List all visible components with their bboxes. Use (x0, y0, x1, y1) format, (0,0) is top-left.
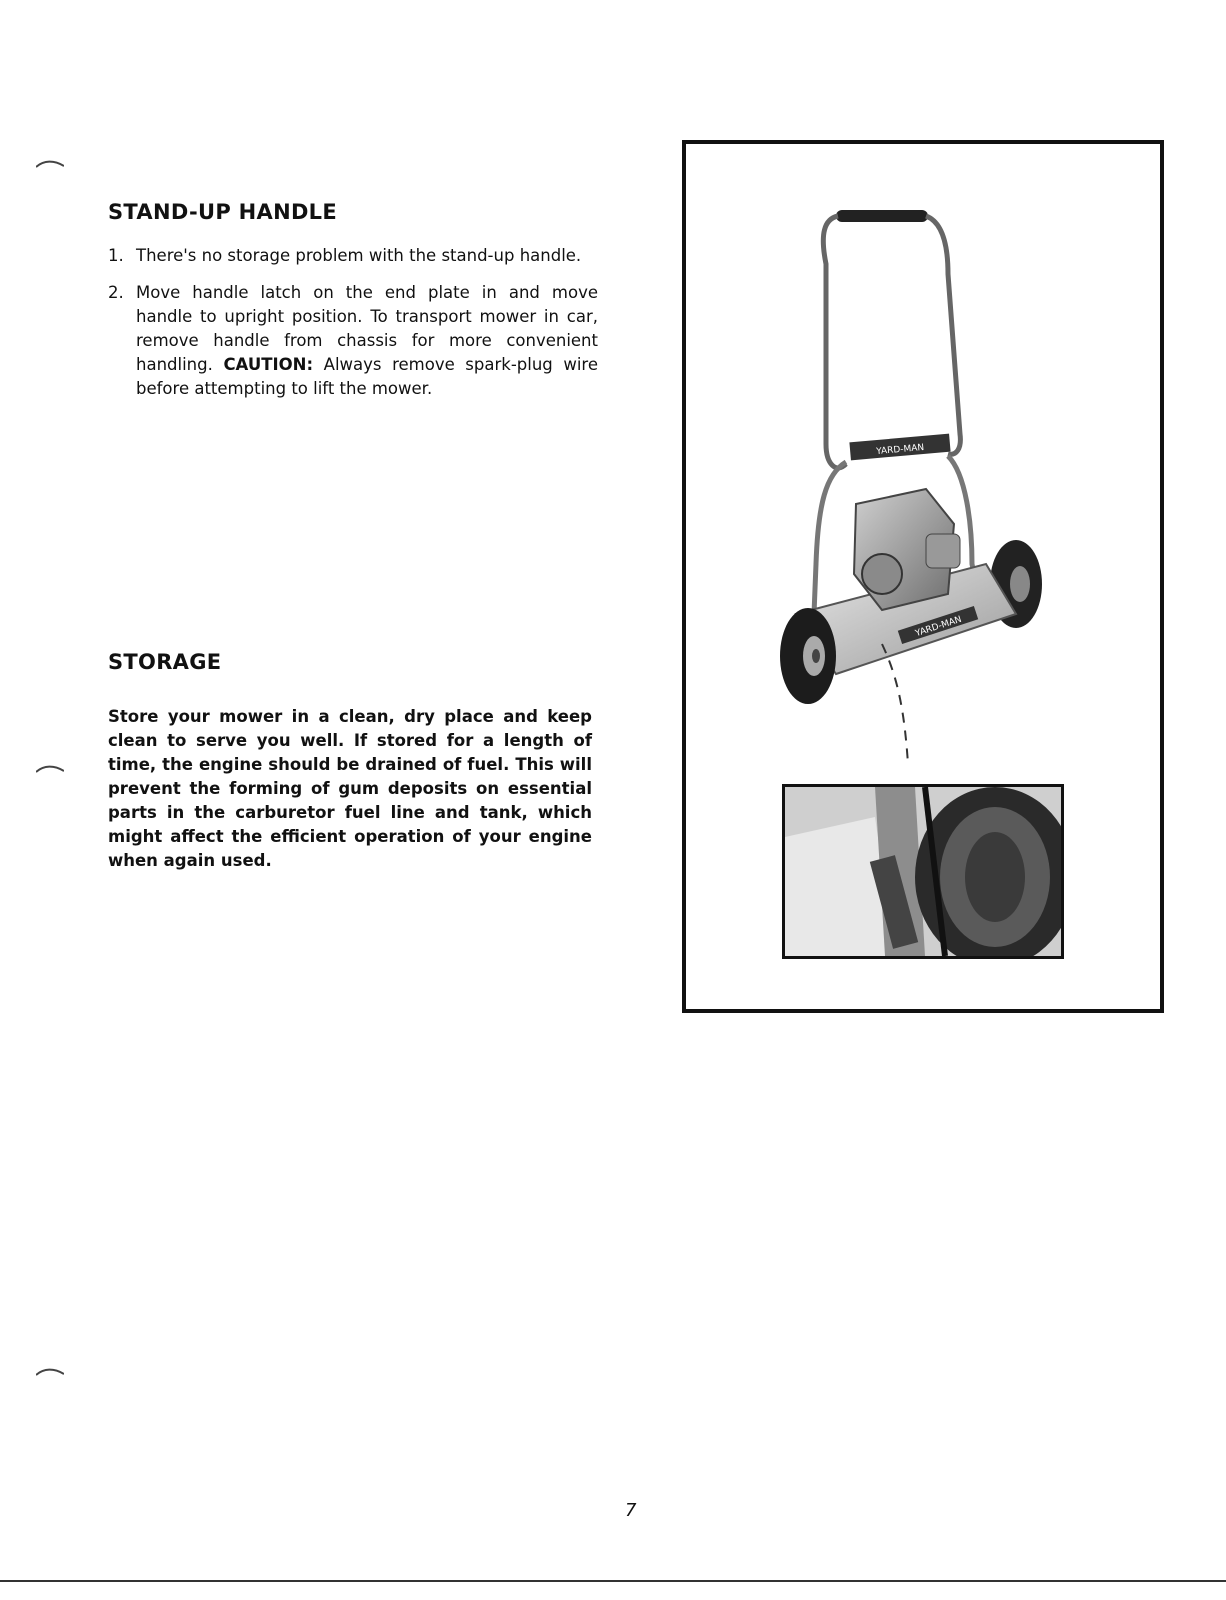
bottom-rule (0, 1580, 1226, 1582)
handle-instructions-list (108, 244, 598, 401)
inset-detail-frame (782, 784, 1064, 959)
scan-mark-icon (36, 160, 64, 168)
section-title-storage: STORAGE (108, 650, 222, 674)
scan-mark-icon (36, 765, 64, 773)
list-item-text: There's no storage problem with the stand-up handle. (136, 246, 582, 265)
list-item (108, 281, 598, 401)
callout-line (882, 644, 908, 764)
list-item-number: 2. (108, 283, 124, 302)
deck-brand-label: YARD-MAN (914, 614, 964, 640)
list-item-text: Move handle latch on the end plate in and move handle to upright position. To transport mower in car, remove handle from chassis for more convenient handling. (136, 283, 598, 374)
scan-mark-icon (36, 1368, 64, 1376)
list-item-number: 1. (108, 246, 124, 265)
caution-text: Always remove spark-plug wire before attempting to lift the mower. (136, 355, 599, 398)
list-item (108, 244, 598, 268)
storage-paragraph: Store your mower in a clean, dry place and keep clean to serve you well. If stored for a length of time, the engine should be drained of fuel. This will prevent the forming of gum deposits on essential parts in the carburetor fuel line and tank, which might affect the efficient operation of your engine when again used. (108, 707, 592, 870)
inset-detail-illustration (785, 787, 1061, 956)
section-title-stand-up-handle: STAND-UP HANDLE (108, 200, 337, 224)
handle-brand-label: YARD-MAN (875, 442, 925, 458)
handle-section (108, 200, 598, 414)
handle-grip (836, 210, 928, 222)
page-number: 7 (625, 1500, 637, 1521)
mower-figure-frame (682, 140, 1164, 1013)
caution-label: CAUTION: (223, 355, 314, 374)
